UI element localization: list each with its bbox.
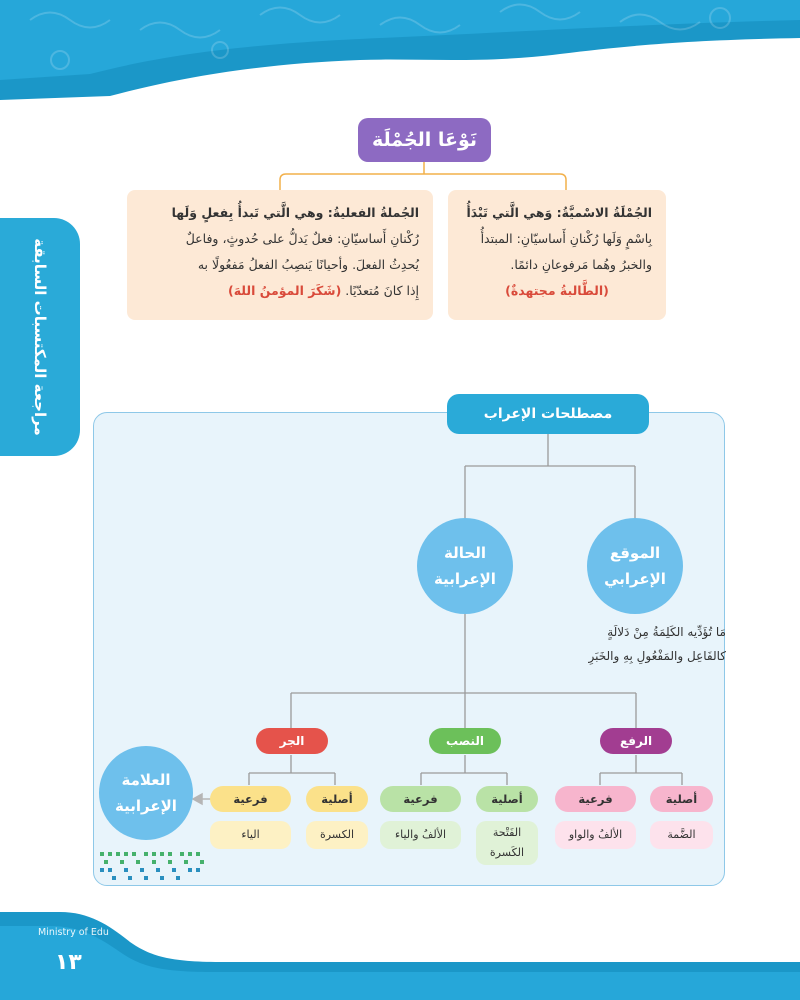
jarr-branch-pill: فرعية bbox=[210, 786, 291, 812]
raf-branch-pill: فرعية bbox=[555, 786, 636, 812]
nominal-line-3: والخبرُ وهُما مَرفوعانِ دائمًا. bbox=[510, 257, 652, 272]
verbal-line-4: إِذا كانَ مُتعدّيًا. bbox=[345, 283, 419, 298]
raf-original-value: الضَّمة bbox=[650, 821, 713, 849]
verbal-example: (شَكَرَ المؤمنُ اللهَ) bbox=[227, 283, 342, 298]
bottom-banner bbox=[0, 912, 800, 1000]
nominal-example: (الطَّالبةُ مجتهدةٌ) bbox=[505, 283, 609, 298]
verbal-line-2: رُكْنانِ أَساسيّانِ: فعلٌ يَدلُّ على حُدوثٍ، وفاعلٌ bbox=[185, 231, 419, 246]
nominal-line-1: الجُمْلَةُ الاسْميَّةُ: وَهي الَّتي تَبْدَأُ bbox=[466, 205, 652, 220]
jarr-branch-value: الياء bbox=[210, 821, 291, 849]
nasb-original-value: الفَتْحة الكَسرة bbox=[476, 821, 538, 865]
nominal-line-2: بِاسْمٍ وَلَها رُكْنانِ أَساسيّانِ: المبتدأُ bbox=[480, 231, 652, 246]
raf-category: الرفع bbox=[600, 728, 672, 754]
syntactic-position-circle: الموقع الإعرابي bbox=[587, 518, 683, 614]
jarr-category: الجر bbox=[256, 728, 328, 754]
position-note bbox=[520, 620, 726, 668]
parsing-terms-title: مصطلحات الإعراب bbox=[447, 394, 649, 434]
sentence-types-title: نَوْعَا الجُمْلَة bbox=[358, 118, 491, 162]
jarr-original-value: الكسرة bbox=[306, 821, 368, 849]
nasb-branch-value: الألفُ والياء bbox=[380, 821, 461, 849]
nasb-branch-pill: فرعية bbox=[380, 786, 461, 812]
nasb-category: النصب bbox=[429, 728, 501, 754]
syntactic-state-circle: الحالة الإعرابية bbox=[417, 518, 513, 614]
nasb-original-pill: أصلية bbox=[476, 786, 538, 812]
position-note-line-1: مَا تُؤَدِّيه الكَلِمَةُ مِنْ دَلالَةٍ bbox=[607, 625, 726, 639]
position-note-line-2: كالفَاعِل والمَفْعُولِ بِهِ والخَبَرِ bbox=[588, 649, 726, 663]
syntactic-marker-circle: العلامة الإعرابية bbox=[99, 746, 193, 840]
raf-original-pill: أصلية bbox=[650, 786, 713, 812]
section-side-label: مراجعة المكتسبات السابقة bbox=[30, 238, 49, 436]
ministry-label: Ministry of Edu bbox=[38, 927, 109, 938]
jarr-original-pill: أصلية bbox=[306, 786, 368, 812]
raf-branch-value: الألفُ والواو bbox=[555, 821, 636, 849]
verbal-line-3: يُحدِثُ الفعلَ. وأحيانًا يَنصِبُ الفعلُ مَفعُولًا به bbox=[197, 257, 419, 272]
page-number: ١٣ bbox=[55, 950, 82, 975]
verbal-line-1: الجُملةُ الفعليةُ: وهي الَّتي تَبدأُ بِفعلٍ وَلَها bbox=[171, 205, 419, 220]
vision-logo bbox=[96, 848, 212, 882]
